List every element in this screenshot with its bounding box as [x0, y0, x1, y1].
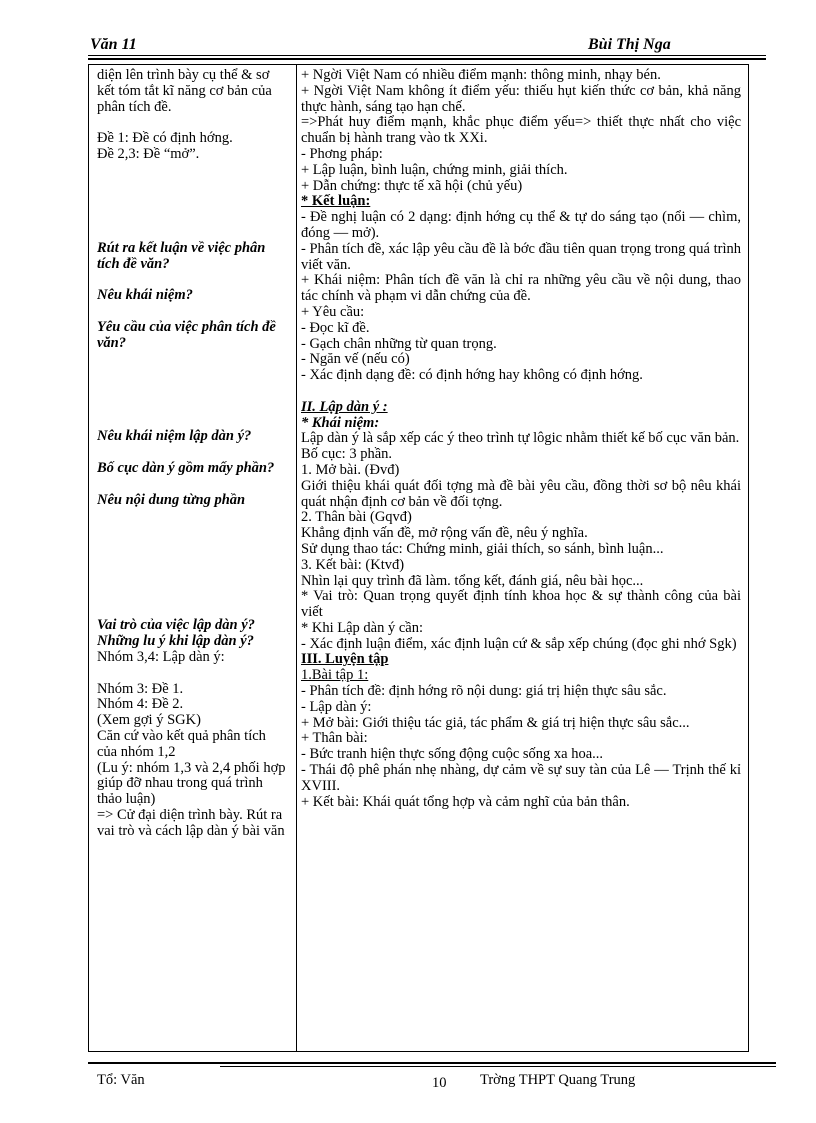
content-column: [301, 68, 741, 1050]
content-line: 3. Kết bài: (Ktvđ): [301, 556, 405, 573]
question: Vai trò của việc lập dàn ý?: [97, 617, 255, 634]
footer-rule-thick: [88, 1062, 776, 1064]
content-line: - Phơng pháp:: [301, 145, 383, 162]
exercise-label: 1.Bài tập 1:: [301, 667, 369, 684]
content-line: + Yêu cầu:: [301, 303, 365, 320]
question: Nêu khái niệm?: [97, 287, 193, 304]
content-line: - Lập dàn ý:: [301, 698, 372, 715]
content-line: + Khái niệm: Phân tích đề văn là chỉ ra những yêu cầu về nội dung, thao tác chính và phạm vi dẫn chứng của đề.: [301, 272, 741, 305]
left-text: => Cử đại diện trình bày. Rút ra vai trò và cách lập dàn ý bài văn: [97, 806, 285, 839]
header-author: Bùi Thị Nga: [588, 36, 671, 53]
content-line: Khẳng định vấn đề, mở rộng vấn đề, nêu ý nghĩa.: [301, 525, 588, 542]
content-line: Bố cục: 3 phần.: [301, 446, 393, 463]
column-divider: [296, 64, 297, 1052]
left-text: Căn cứ vào kết quả phân tích của nhóm 1,2: [97, 727, 266, 760]
content-line: + Kết bài: Khái quát tổng hợp và cảm nghĩ của bản thân.: [301, 793, 630, 810]
content-line: + Lập luận, bình luận, chứng minh, giải thích.: [301, 161, 568, 178]
content-line: + Thân bài:: [301, 730, 368, 747]
question: Bố cục dàn ý gồm mấy phần?: [97, 459, 275, 476]
left-text: (Xem gợi ý SGK): [97, 712, 201, 729]
content-line: * Khi Lập dàn ý cần:: [301, 619, 424, 636]
content-line: Nhìn lại quy trình đã làm. tổng kết, đánh giá, nêu bài học...: [301, 572, 644, 589]
content-line: + Ngời Việt Nam không ít điểm yếu: thiếu hụt kiến thức cơ bản, khả năng thực hành, sáng tạo hạn chế.: [301, 82, 741, 115]
footer-rule: [220, 1066, 776, 1067]
content-line: * Vai trò: Quan trọng quyết định tính khoa học & sự thành công của bài viết: [301, 588, 741, 621]
content-line: - Gạch chân những từ quan trọng.: [301, 335, 497, 352]
content-line: - Xác định luận điểm, xác định luận cứ & sắp xếp chúng (đọc ghi nhớ Sgk): [301, 635, 737, 652]
content-line: Lập dàn ý là sắp xếp các ý theo trình tự lôgic nhằm thiết kế bố cục văn bản.: [301, 430, 740, 447]
left-text: Đề 2,3: Đề “mở”.: [97, 145, 200, 162]
content-line: + Mở bài: Giới thiệu tác giả, tác phẩm & giá trị hiện thực sâu sắc...: [301, 714, 690, 731]
content-line: Giới thiệu khái quát đối tợng mà đề bài yêu cầu, đồng thời sơ bộ nêu khái quát nhận định cơ bản về đối tợng.: [301, 477, 741, 510]
left-text: Nhóm 4: Đề 2.: [97, 696, 184, 713]
content-line: - Đọc kĩ đề.: [301, 319, 370, 336]
footer-school: Trờng THPT Quang Trung: [480, 1072, 636, 1088]
content-line: 2. Thân bài (Gqvđ): [301, 509, 412, 526]
header-subject: Văn 11: [90, 36, 137, 53]
content-line: - Phân tích đề: định hớng rõ nội dung: giá trị hiện thực sâu sắc.: [301, 683, 667, 700]
left-text: diện lên trình bày cụ thể & sơ kết tóm tắt kĩ năng cơ bản của phân tích đề.: [97, 68, 272, 115]
content-line: - Đề nghị luận có 2 dạng: định hớng cụ thể & tự do sáng tạo (nổi — chìm, đóng — mở).: [301, 209, 741, 241]
teacher-activity-column: [97, 68, 289, 1050]
question: Những lu ý khi lập dàn ý?: [97, 633, 254, 650]
content-line: - Bức tranh hiện thực sống động cuộc sống xa hoa...: [301, 746, 604, 763]
content-line: - Ngăn vế (nếu có): [301, 351, 410, 368]
question: Nêu khái niệm lập dàn ý?: [97, 428, 252, 445]
section-heading: * Kết luận:: [301, 193, 371, 210]
footer-department: Tổ: Văn: [97, 1072, 145, 1088]
content-line: - Phân tích đề, xác lập yêu cầu đề là bớc đầu tiên quan trọng trong quá trình viết văn.: [301, 240, 741, 273]
content-line: 1. Mở bài. (Đvđ): [301, 461, 400, 478]
content-line: + Ngời Việt Nam có nhiều điểm mạnh: thông minh, nhạy bén.: [301, 68, 661, 83]
subheading: * Khái niệm:: [301, 414, 380, 431]
question: Rút ra kết luận về việc phân tích đề văn?: [97, 239, 266, 272]
content-line: =>Phát huy điểm mạnh, khắc phục điểm yếu=> thiết thực nhất cho việc chuẩn bị hành trang vào tk XXi.: [301, 114, 741, 147]
left-text: Đề 1: Đề có định hớng.: [97, 130, 233, 147]
section-heading: III. Luyện tập: [301, 651, 389, 668]
header-rule-thick: [88, 58, 766, 60]
left-text: (Lu ý: nhóm 1,3 và 2,4 phối hợp giúp đỡ nhau trong quá trình thảo luận): [97, 759, 286, 808]
header-rule: [88, 55, 766, 56]
section-heading: II. Lập dàn ý :: [301, 398, 388, 415]
content-line: Sử dụng thao tác: Chứng minh, giải thích, so sánh, bình luận...: [301, 540, 664, 557]
question: Nêu nội dung từng phần: [97, 491, 246, 508]
left-text: Nhóm 3,4: Lập dàn ý:: [97, 648, 225, 665]
content-line: - Xác định dạng đề: có định hớng hay không có định hớng.: [301, 367, 643, 384]
content-line: + Dẫn chứng: thực tế xã hội (chủ yếu): [301, 177, 523, 194]
page-number: 10: [432, 1075, 447, 1091]
left-text: Nhóm 3: Đề 1.: [97, 680, 184, 697]
content-line: - Thái độ phê phán nhẹ nhàng, dự cảm về sự suy tàn của Lê — Trịnh thế kỉ XVIII.: [301, 762, 741, 794]
question: Yêu cầu của việc phân tích đề văn?: [97, 318, 276, 351]
